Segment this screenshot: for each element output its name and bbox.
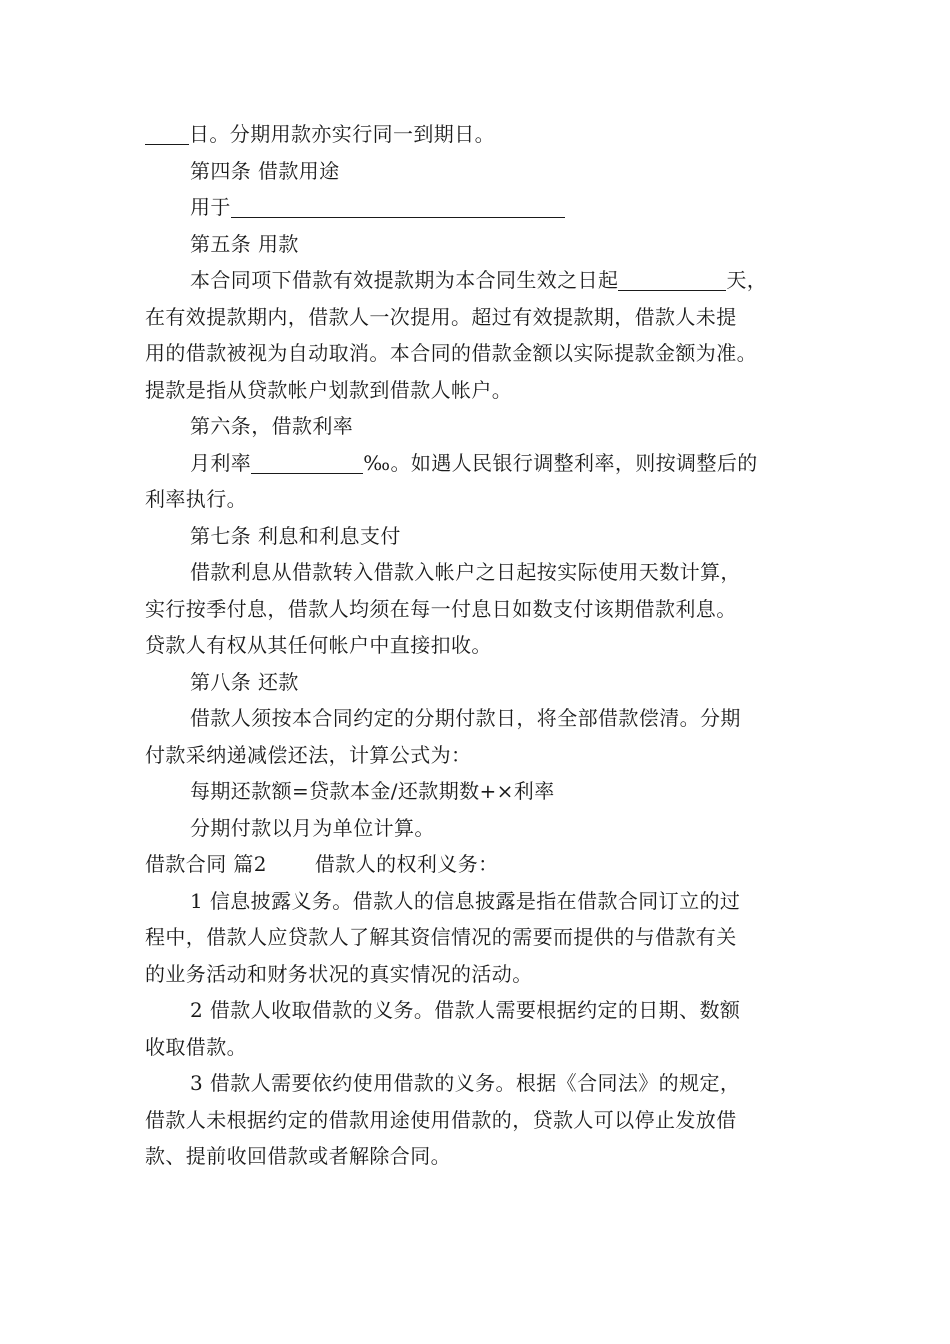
text-line: 程中，借款人应贷款人了解其资信情况的需要而提供的与借款有关 — [145, 925, 737, 949]
formula-line: 每期还款额=贷款本金/还款期数+×利率 — [190, 779, 555, 803]
text-line: 的业务活动和财务状况的真实情况的活动。 — [145, 961, 533, 986]
text-line: 2 借款人收取借款的义务。借款人需要根据约定的日期、数额 — [190, 998, 741, 1022]
text-line: 付款采纳递减偿还法，计算公式为： — [145, 742, 472, 767]
text-line: 款、提前收回借款或者解除合同。 — [145, 1144, 451, 1168]
text-line: 本合同项下借款有效提款期为本合同生效之日起 天， — [190, 268, 768, 292]
text-line: 实行按季付息，借款人均须在每一付息日如数支付该期借款利息。 — [145, 596, 737, 621]
contract-title: 借款合同 篇2 — [145, 852, 267, 876]
text-line: 借款合同 篇2 借款人的权利义务： — [145, 852, 499, 876]
section-heading: 第六条，借款利率 — [190, 414, 354, 438]
fill-blank[interactable] — [251, 451, 363, 474]
text-line: 1 信息披露义务。借款人的信息披露是指在借款合同订立的过 — [190, 888, 741, 913]
text-line: 分期付款以月为单位计算。 — [190, 815, 435, 840]
section-heading: 第四条 借款用途 — [190, 158, 340, 183]
text-line: 借款人须按本合同约定的分期付款日，将全部借款偿清。分期 — [190, 706, 741, 730]
text-line: 用于 — [145, 189, 825, 226]
text-line: 月利率 ‰。如遇人民银行调整利率，则按调整后的 — [190, 450, 758, 475]
section-heading: 第七条 利息和利息支付 — [190, 523, 401, 548]
section-heading: 第八条 还款 — [190, 669, 299, 694]
text-line: 贷款人有权从其任何帐户中直接扣收。 — [145, 633, 492, 657]
document-page — [145, 116, 825, 1175]
text-line: 日。分期用款亦实行同一到期日。 — [145, 116, 825, 153]
text-line: 提款是指从贷款帐户划款到借款人帐户。 — [145, 377, 513, 402]
fill-blank[interactable] — [231, 195, 565, 218]
text-line: 用的借款被视为自动取消。本合同的借款金额以实际提款金额为准。 — [145, 341, 757, 365]
text-line: 借款利息从借款转入借款入帐户之日起按实际使用天数计算， — [190, 560, 741, 584]
text-line: 收取借款。 — [145, 1034, 247, 1059]
text-line: 在有效提款期内，借款人一次提用。超过有效提款期，借款人未提 — [145, 304, 737, 329]
fill-blank[interactable] — [145, 122, 189, 145]
text-line: 利率执行。 — [145, 487, 247, 511]
text-line: 3 借款人需要依约使用借款的义务。根据《合同法》的规定， — [190, 1071, 741, 1095]
section-heading: 第五条 用款 — [190, 231, 299, 256]
text-line: 借款人未根据约定的借款用途使用借款的，贷款人可以停止发放借 — [145, 1107, 737, 1132]
fill-blank[interactable] — [618, 268, 726, 291]
